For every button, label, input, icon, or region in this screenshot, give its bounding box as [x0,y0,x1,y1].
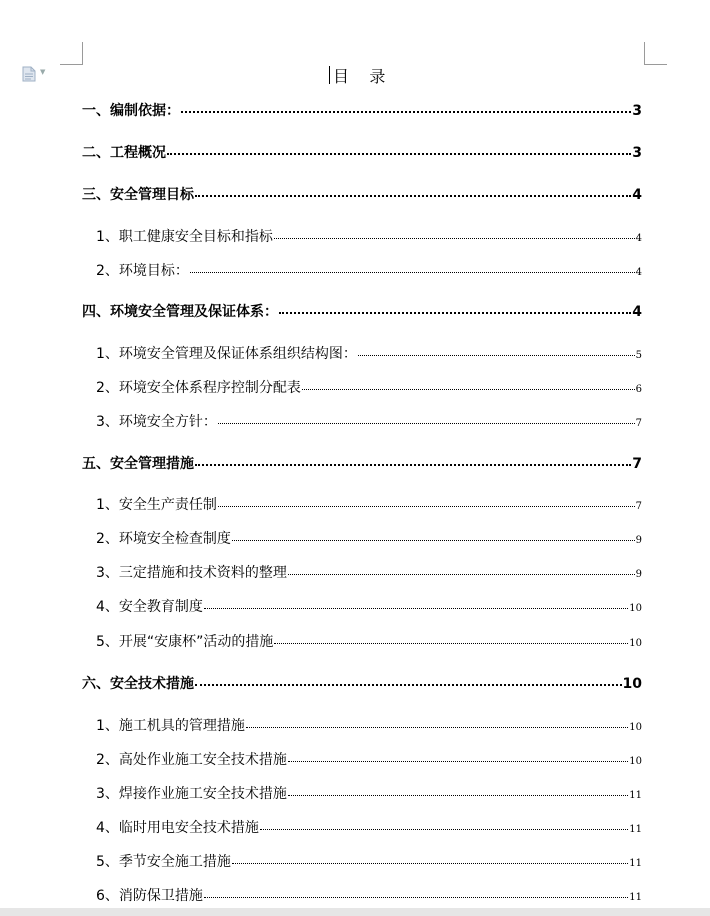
toc-entry[interactable] [96,411,642,431]
toc-entry[interactable] [96,749,642,769]
toc-entry-page: 7 [635,501,642,512]
toc-entry-page: 4 [632,187,642,203]
toc-entry-page: 3 [632,145,642,161]
toc-entry-page: 4 [632,304,642,320]
toc-entry[interactable] [96,343,642,363]
toc-entry-label: 三、安全管理目标 [82,187,194,203]
toc-entry[interactable] [96,226,642,246]
toc-entry[interactable] [96,528,642,548]
toc-entry[interactable] [96,596,642,616]
leader-dots [181,111,631,113]
leader-dots [204,608,628,609]
toc-entry[interactable] [96,817,642,837]
toc-entry[interactable] [96,783,642,803]
toc-entry-label: 1、环境安全管理及保证体系组织结构图： [96,346,357,362]
toc-entry-label: 1、安全生产责任制 [96,497,217,513]
toc-entry-page: 7 [632,456,642,472]
toc-entry-page: 4 [635,267,642,278]
toc-entry-page: 10 [622,676,642,692]
toc-entry[interactable] [96,715,642,735]
leader-dots [279,312,631,314]
text-cursor [329,66,330,84]
toc-entry-label: 四、环境安全管理及保证体系： [82,304,278,320]
toc-entry-label: 5、季节安全施工措施 [96,854,231,870]
toc-entry-label: 2、环境安全体系程序控制分配表 [96,380,301,396]
toc-entry-page: 11 [629,892,642,903]
leader-dots [358,355,635,356]
toc-entry[interactable] [82,184,642,204]
toc-entry[interactable] [82,142,642,162]
toc-entry-page: 11 [629,790,642,801]
toc-entry-page: 5 [635,350,642,361]
toc-entry-page: 4 [635,233,642,244]
toc-entry-page: 9 [635,569,642,580]
leader-dots [274,643,628,644]
leader-dots [288,795,628,796]
toc-entry-label: 4、临时用电安全技术措施 [96,820,259,836]
toc-entry-label: 2、高处作业施工安全技术措施 [96,752,287,768]
document-icon[interactable] [22,66,36,82]
toc-entry[interactable] [96,631,642,651]
toc-entry-label: 3、三定措施和技术资料的整理 [96,565,287,581]
toc-entry[interactable] [82,453,642,473]
toc-entry-label: 2、环境目标： [96,263,189,279]
toc-entry-page: 11 [629,858,642,869]
toc-entry[interactable] [82,301,642,321]
toc-entry[interactable] [96,494,642,514]
toc-entry[interactable] [96,260,642,280]
toc-entry-page: 10 [629,756,642,767]
toc-entry[interactable] [82,673,642,693]
leader-dots [190,272,635,273]
leader-dots [274,238,635,239]
chevron-down-icon[interactable]: ▼ [40,68,46,76]
toc-entry-page: 9 [635,535,642,546]
leader-dots [260,829,628,830]
toc-entry-label: 3、焊接作业施工安全技术措施 [96,786,287,802]
toc-entry[interactable] [96,377,642,397]
toc-entry-page: 3 [632,103,642,119]
toc-entry-page: 10 [629,638,642,649]
toc-entry-label: 2、环境安全检查制度 [96,531,231,547]
toc-entry-page: 11 [629,824,642,835]
leader-dots [167,153,631,155]
toc-entry-page: 6 [635,384,642,395]
toc-entry-label: 五、安全管理措施 [82,456,194,472]
toc-entry-page: 7 [635,418,642,429]
leader-dots [204,897,628,898]
toc-entry-label: 6、消防保卫措施 [96,888,203,904]
toc-entry-label: 二、工程概况 [82,145,166,161]
leader-dots [195,684,622,686]
toc-entry-page: 10 [629,722,642,733]
toc-entry[interactable] [82,100,642,120]
leader-dots [232,540,635,541]
leader-dots [288,761,628,762]
toc-title: 目 录 [333,67,386,86]
toc-entry-label: 六、安全技术措施 [82,676,194,692]
toc-entry[interactable] [96,851,642,871]
leader-dots [218,423,635,424]
leader-dots [246,727,628,728]
leader-dots [218,506,635,507]
toc-entry-label: 一、编制依据： [82,103,180,119]
leader-dots [195,464,631,466]
leader-dots [288,574,635,575]
toc-entry-label: 1、职工健康安全目标和指标 [96,229,273,245]
toc-entry[interactable] [96,885,642,905]
page-bottom-edge [0,908,710,916]
toc-entry[interactable] [96,562,642,582]
leader-dots [302,389,635,390]
toc-entry-label: 1、施工机具的管理措施 [96,718,245,734]
toc-entry-label: 4、安全教育制度 [96,599,203,615]
leader-dots [195,195,631,197]
margin-corner-top-right [644,42,667,65]
toc-entry-label: 5、开展“安康杯”活动的措施 [96,634,274,650]
toc-entry-page: 10 [629,603,642,614]
leader-dots [232,863,628,864]
toc-entry-label: 3、环境安全方针： [96,414,217,430]
margin-corner-top-left [60,42,83,65]
